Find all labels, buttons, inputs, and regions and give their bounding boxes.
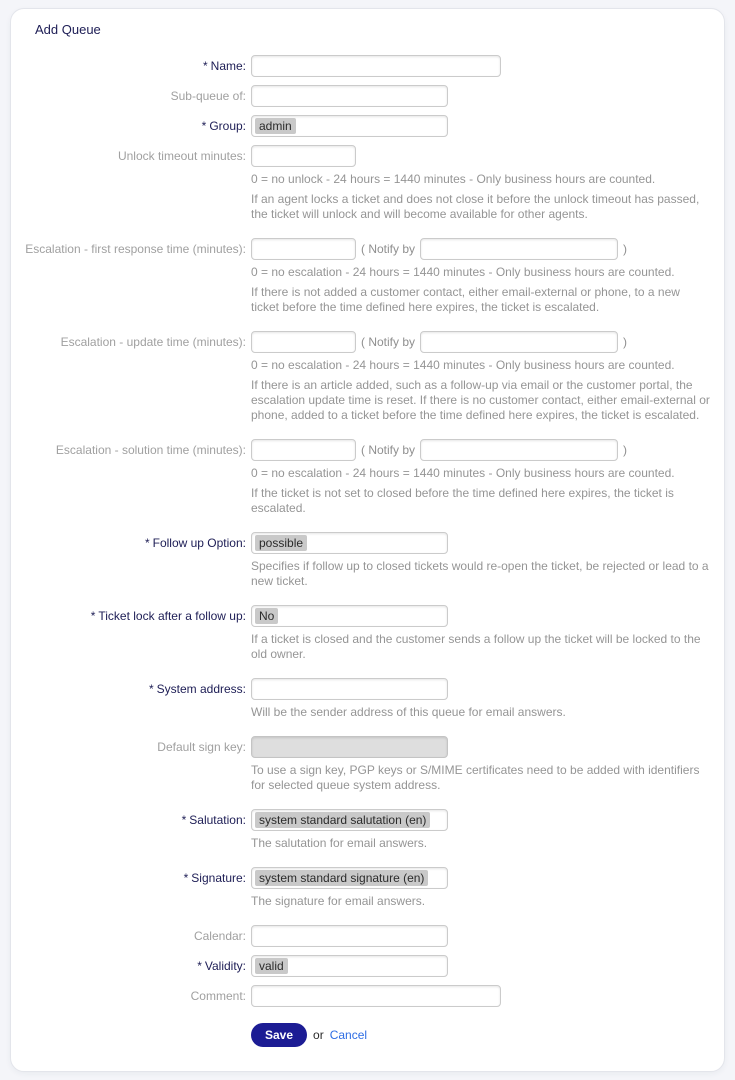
signature-description: The signature for email answers. [251,894,426,908]
group-label [25,115,251,134]
escalation-update-hint: 0 = no escalation - 24 hours = 1440 minutes - Only business hours are counted. [251,358,675,372]
escalation-solution-description: If the ticket is not set to closed before the time defined here expires, the ticket is escalated. [251,486,674,515]
system-address-field [251,678,710,724]
group-selected-value: admin [255,118,296,134]
required-marker: * [201,119,207,133]
group-field [251,115,710,137]
follow-up-option-description: Specifies if follow up to closed tickets would re-open the ticket, be rejected or lead to a new ticket. [251,559,709,588]
form-row-salutation [25,809,710,855]
group-select[interactable] [251,115,448,137]
validity-select[interactable] [251,955,448,977]
form-row-system-address [25,678,710,724]
follow-up-option-selected-value: possible [255,535,307,551]
form-row-name [25,55,710,77]
form-row-ticket-lock [25,605,710,666]
save-button[interactable]: Save [251,1023,307,1047]
calendar-field [251,925,710,947]
group-label-text: Group: [209,119,246,133]
salutation-label [25,809,251,828]
escalation-update-field [251,331,710,427]
form-row-escalation-first-response [25,238,710,319]
subqueue-select[interactable] [251,85,448,107]
unlock-timeout-hint: 0 = no unlock - 24 hours = 1440 minutes - Only business hours are counted. [251,172,656,186]
name-input[interactable] [251,55,501,77]
ticket-lock-label-text: Ticket lock after a follow up: [98,609,246,623]
default-sign-key-description: To use a sign key, PGP keys or S/MIME certificates need to be added with identifiers for selected queue system address. [251,763,700,792]
name-label-text: Name: [210,59,246,73]
validity-selected-value: valid [255,958,288,974]
form-row-validity [25,955,710,977]
system-address-label-text: System address: [156,682,246,696]
signature-label [25,867,251,886]
required-marker: * [181,813,187,827]
form-row-actions [25,1015,710,1047]
follow-up-option-label-text: Follow up Option: [152,536,246,550]
escalation-first-response-notify-select[interactable] [420,238,618,260]
salutation-field [251,809,710,855]
name-field [251,55,710,77]
ticket-lock-selected-value: No [255,608,278,624]
salutation-selected-value: system standard salutation (en) [255,812,430,828]
unlock-timeout-field [251,145,710,226]
add-queue-card [10,8,725,1072]
salutation-label-text: Salutation: [189,813,246,827]
actions-spacer [25,1015,251,1019]
required-marker: * [144,536,150,550]
escalation-update-description: If there is an article added, such as a follow-up via email or the customer portal, the escalation update time is reset. If there is no customer contact, either email-external or phone, added to a ticket before the time defined here expires, the ticket is escalated. [251,378,710,422]
escalation-first-response-input[interactable] [251,238,356,260]
required-marker: * [148,682,154,696]
default-sign-key-label: Default sign key: [157,740,246,754]
escalation-solution-hint: 0 = no escalation - 24 hours = 1440 minutes - Only business hours are counted. [251,466,675,480]
salutation-select[interactable] [251,809,448,831]
system-address-description: Will be the sender address of this queue for email answers. [251,705,566,719]
form-row-calendar [25,925,710,947]
unlock-timeout-input[interactable] [251,145,356,167]
unlock-timeout-label: Unlock timeout minutes: [117,149,246,163]
follow-up-option-select[interactable] [251,532,448,554]
ticket-lock-select[interactable] [251,605,448,627]
calendar-label: Calendar: [193,929,246,943]
notify-by-suffix: ) [623,443,628,457]
follow-up-option-label [25,532,251,551]
comment-label: Comment: [190,989,246,1003]
system-address-label [25,678,251,697]
add-queue-form [25,55,710,1047]
signature-select[interactable] [251,867,448,889]
required-marker: * [202,59,208,73]
system-address-select[interactable] [251,678,448,700]
cancel-link[interactable]: Cancel [329,1028,368,1042]
signature-label-text: Signature: [191,871,246,885]
form-row-escalation-solution [25,439,710,520]
notify-by-prefix: ( Notify by [361,443,416,457]
notify-by-prefix: ( Notify by [361,242,416,256]
name-label [25,55,251,74]
follow-up-option-field [251,532,710,593]
escalation-first-response-field [251,238,710,319]
form-row-escalation-update [25,331,710,427]
form-row-unlock-timeout [25,145,710,226]
validity-label-text: Validity: [204,959,246,973]
notify-by-prefix: ( Notify by [361,335,416,349]
signature-selected-value: system standard signature (en) [255,870,428,886]
escalation-update-input[interactable] [251,331,356,353]
signature-field [251,867,710,913]
ticket-lock-description: If a ticket is closed and the customer sends a follow up the ticket will be locked to the old owner. [251,632,701,661]
required-marker: * [90,609,96,623]
page-title: Add Queue [35,22,101,37]
escalation-first-response-label: Escalation - first response time (minutes): [25,242,246,256]
form-row-comment [25,985,710,1007]
required-marker: * [197,959,202,973]
form-row-subqueue [25,85,710,107]
actions-field [251,1015,710,1047]
validity-field [251,955,710,977]
comment-input[interactable] [251,985,501,1007]
escalation-first-response-description: If there is not added a customer contact, either email-external or phone, to a new ticket before the time defined here expires, the ticket is escalated. [251,285,680,314]
default-sign-key-field [251,736,710,797]
escalation-update-notify-select[interactable] [420,331,618,353]
form-row-group [25,115,710,137]
unlock-timeout-description: If an agent locks a ticket and does not close it before the unlock timeout has passed, the ticket will unlock and will become available for other agents. [251,192,700,221]
form-row-follow-up-option [25,532,710,593]
default-sign-key-select [251,736,448,758]
required-marker: * [183,871,189,885]
form-row-signature [25,867,710,913]
salutation-description: The salutation for email answers. [251,836,428,850]
ticket-lock-field [251,605,710,666]
subqueue-label: Sub-queue of: [170,89,246,103]
form-row-default-sign-key [25,736,710,797]
notify-by-suffix: ) [623,335,628,349]
escalation-first-response-hint: 0 = no escalation - 24 hours = 1440 minutes - Only business hours are counted. [251,265,675,279]
comment-field [251,985,710,1007]
escalation-solution-notify-select[interactable] [420,439,618,461]
notify-by-suffix: ) [623,242,628,256]
escalation-update-label: Escalation - update time (minutes): [60,335,246,349]
escalation-solution-field [251,439,710,520]
validity-label [25,955,251,974]
escalation-solution-label: Escalation - solution time (minutes): [55,443,246,457]
subqueue-field [251,85,710,107]
calendar-select[interactable] [251,925,448,947]
ticket-lock-label [25,605,251,624]
actions-connector: or [313,1028,324,1042]
escalation-solution-input[interactable] [251,439,356,461]
